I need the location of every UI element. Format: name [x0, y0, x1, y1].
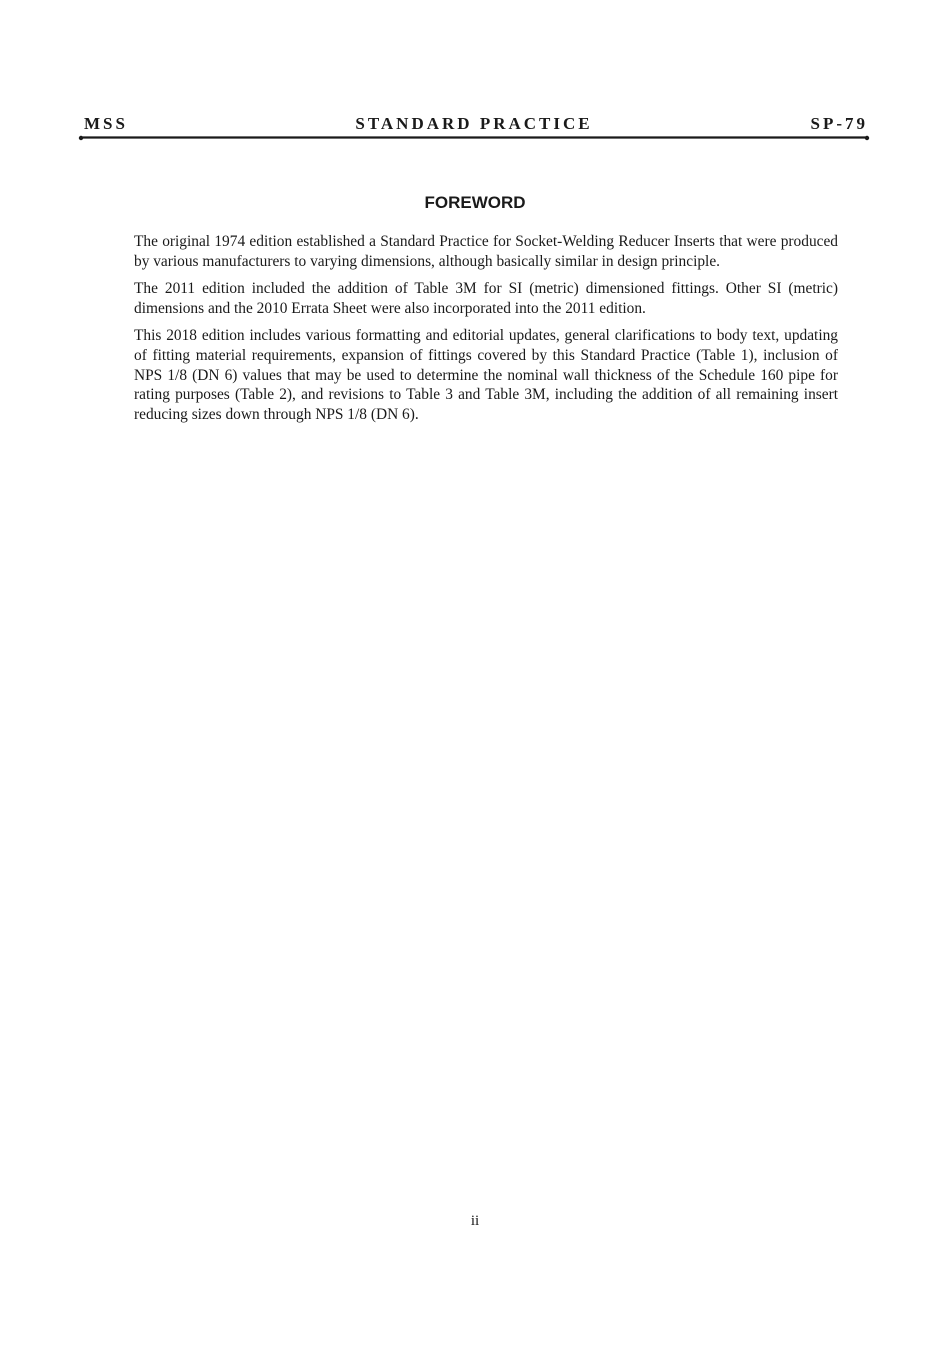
header-document-type: STANDARD PRACTICE	[355, 114, 593, 133]
page-title: FOREWORD	[424, 193, 526, 212]
paragraph-1: The original 1974 edition established a Standard Practice for Socket-Welding Reducer Inserts that were produced by various manufacturers to varying dimensions, although basically similar in design principle.	[134, 233, 838, 270]
paragraph-3: This 2018 edition includes various formatting and editorial updates, general clarifications to body text, updating of fitting material requirements, expansion of fittings covered by this Standard Practice (Table 1), inclusion of NPS 1/8 (DN 6) values that may be used to determine the nominal wall thickness of the Schedule 160 pipe for rating purposes (Table 2), and revisions to Table 3 and Table 3M, including the addition of all remaining insert reducing sizes down through NPS 1/8 (DN 6).	[134, 327, 838, 423]
page-number: ii	[470, 1213, 480, 1229]
header-document-number: SP-79	[810, 114, 868, 133]
foreword-body	[134, 232, 838, 432]
header-rule	[78, 135, 870, 141]
paragraph-2: The 2011 edition included the addition of Table 3M for SI (metric) dimensioned fittings. Other SI (metric) dimensions and the 2010 Errata Sheet were also incorporated into the 2011 edition.	[134, 280, 838, 317]
header-organization: MSS	[84, 114, 128, 133]
page-header	[78, 114, 870, 140]
